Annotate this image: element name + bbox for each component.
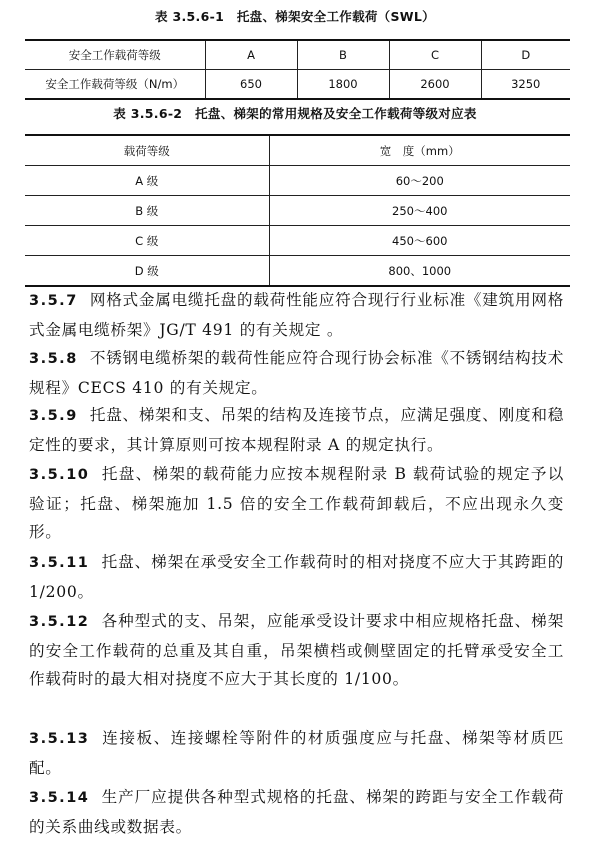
clause-number: 3.5.7 (29, 293, 78, 309)
table-row (25, 256, 570, 287)
clause-number: 3.5.11 (29, 555, 90, 571)
table-header-cell: 载荷等级 (25, 135, 269, 166)
table-header-cell: 宽 度（mm） (269, 135, 570, 166)
clause-3-5-13 (29, 724, 564, 782)
clause-text: 网格式金属电缆托盘的载荷性能应符合现行行业标准《建筑用网格式金属电缆桥架》JG/T 491 的有关规定 。 (29, 291, 564, 339)
clause-number: 3.5.8 (29, 351, 78, 367)
table-cell: 60～200 (269, 166, 570, 196)
table-cell: A (205, 40, 297, 70)
table-row (25, 70, 570, 100)
table-cell: A 级 (25, 166, 269, 196)
clause-text: 生产厂应提供各种型式规格的托盘、梯架的跨距与安全工作载荷的关系曲线或数据表。 (29, 788, 564, 836)
clause-number: 3.5.10 (29, 467, 90, 483)
clause-3-5-9 (29, 401, 564, 459)
table-cell: D (481, 40, 570, 70)
clause-number: 3.5.13 (29, 731, 90, 747)
table2-caption: 表 3.5.6-2 托盘、梯架的常用规格及安全工作载荷等级对应表 (113, 106, 477, 121)
clause-text: 托盘、梯架的载荷能力应按本规程附录 B 载荷试验的规定予以验证；托盘、梯架施加 1.5 倍的安全工作载荷卸载后，不应出现永久变形。 (29, 465, 564, 541)
table-cell: 安全工作载荷等级（N/m） (25, 70, 205, 100)
table-row (25, 196, 570, 226)
clause-3-5-11 (29, 548, 564, 606)
table-cell: 1800 (297, 70, 389, 100)
table-cell: 800、1000 (269, 256, 570, 287)
table2 (25, 134, 570, 287)
table-header-row (25, 135, 570, 166)
table-cell: B 级 (25, 196, 269, 226)
table1 (25, 39, 570, 100)
clause-3-5-7 (29, 286, 564, 344)
clause-text: 托盘、梯架和支、吊架的结构及连接节点，应满足强度、刚度和稳定性的要求，其计算原则可按本规程附录 A 的规定执行。 (29, 406, 564, 454)
table-cell: 250～400 (269, 196, 570, 226)
table-cell: 安全工作载荷等级 (25, 40, 205, 70)
clause-number: 3.5.12 (29, 614, 90, 630)
table-cell: 2600 (389, 70, 481, 100)
table-cell: C (389, 40, 481, 70)
table-row (25, 226, 570, 256)
table-row (25, 166, 570, 196)
clause-text: 不锈钢电缆桥架的载荷性能应符合现行协会标准《不锈钢结构技术规程》CECS 410 的有关规定。 (29, 349, 564, 397)
table-cell: 650 (205, 70, 297, 100)
clause-text: 托盘、梯架在承受安全工作载荷时的相对挠度不应大于其跨距的 1/200。 (29, 553, 564, 601)
table-cell: B (297, 40, 389, 70)
clause-3-5-8 (29, 344, 564, 402)
table1-caption: 表 3.5.6-1 托盘、梯架安全工作载荷（SWL） (155, 9, 435, 24)
table-cell: C 级 (25, 226, 269, 256)
table-cell: 3250 (481, 70, 570, 100)
clause-3-5-14 (29, 783, 564, 841)
clause-3-5-10 (29, 460, 564, 547)
clause-number: 3.5.9 (29, 408, 78, 424)
clause-text: 各种型式的支、吊架，应能承受设计要求中相应规格托盘、梯架的安全工作载荷的总重及其自重，吊架横档或侧壁固定的托臂承受安全工作载荷时的最大相对挠度不应大于其长度的 1/100。 (29, 612, 564, 688)
clause-number: 3.5.14 (29, 790, 90, 806)
table-row (25, 40, 570, 70)
table-cell: 450～600 (269, 226, 570, 256)
clause-3-5-12 (29, 607, 564, 694)
table-cell: D 级 (25, 256, 269, 287)
clause-text: 连接板、连接螺栓等附件的材质强度应与托盘、梯架等材质匹配。 (29, 729, 564, 777)
